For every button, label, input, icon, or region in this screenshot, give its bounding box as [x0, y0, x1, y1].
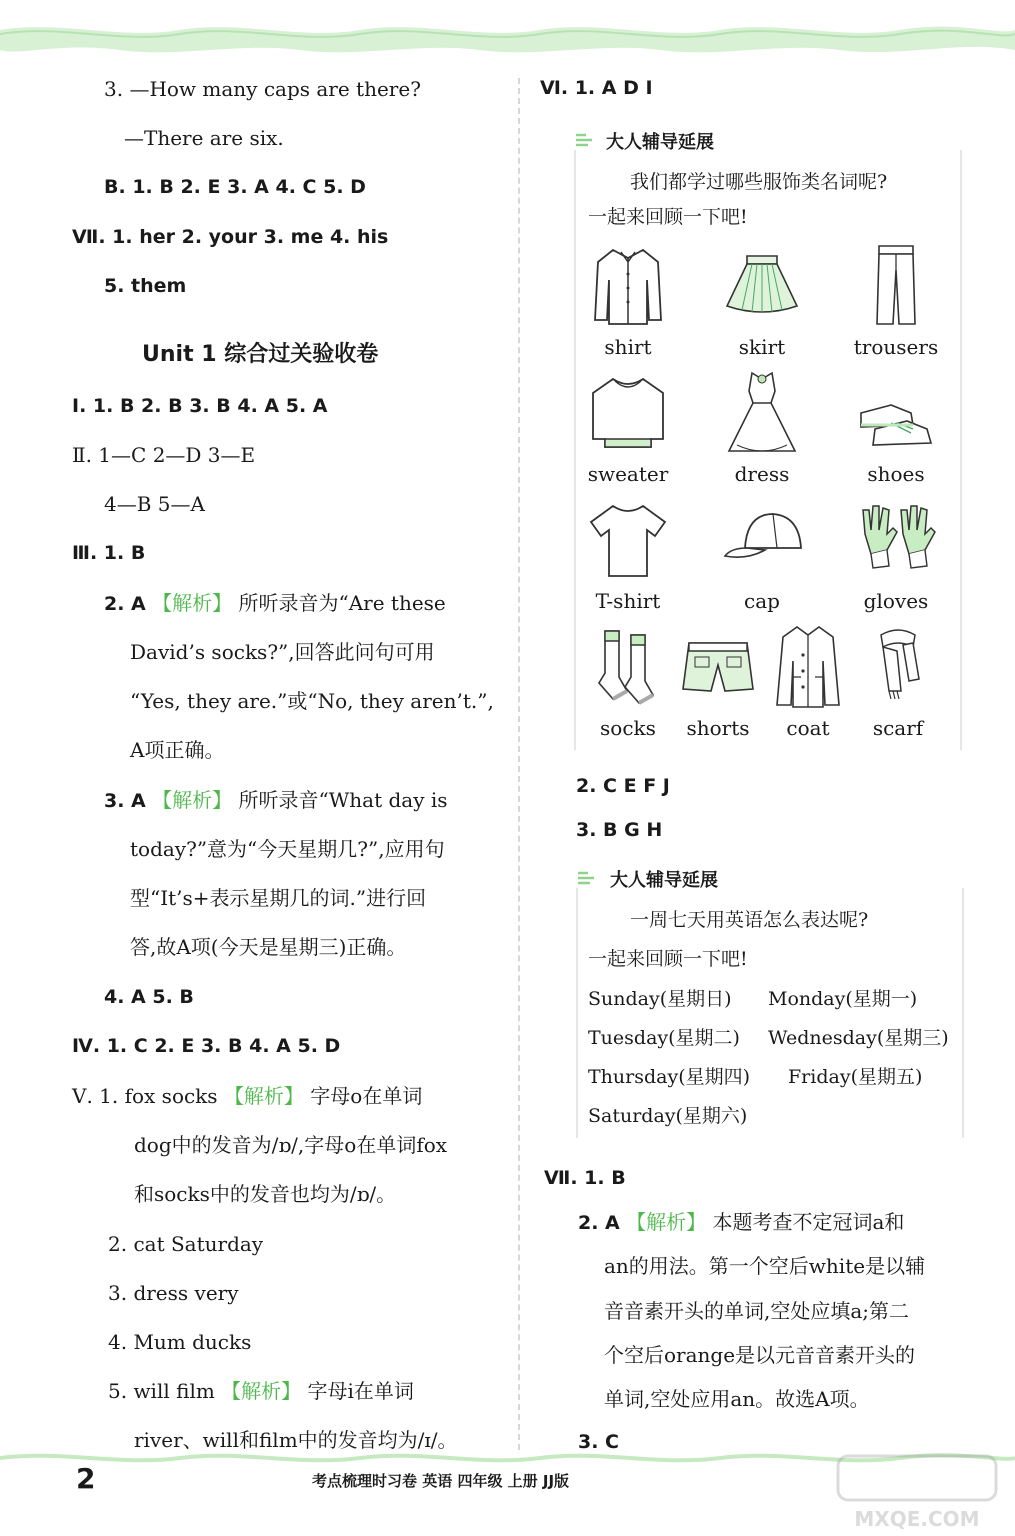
vii-2-line5: 单词,空处应用an。故选A项。: [604, 1387, 870, 1411]
top-decorative-band: [0, 0, 1015, 60]
tip-lines-icon: [574, 130, 596, 150]
analysis-text: 字母i在单词: [307, 1379, 414, 1403]
iii-3-line3: 型“It’s+表示星期几的词.”进行回: [130, 886, 427, 910]
analysis-text: 字母o在单词: [310, 1084, 423, 1108]
weekday-thursday: Thursday(星期四): [588, 1066, 751, 1088]
vii-2-line1: [578, 1208, 904, 1237]
v-1-line3: 和socks中的发音也均为/ɒ/。: [134, 1182, 397, 1206]
analysis-text: 本题考查不定冠词a和: [712, 1210, 905, 1234]
vii-2-line4: 个空后orange是以元音音素开头的: [604, 1343, 916, 1367]
clothing-item: [558, 240, 698, 360]
clothing-item: [558, 367, 698, 487]
tip-text-1: 我们都学过哪些服饰类名词呢?: [630, 171, 888, 193]
clothing-label: shoes: [867, 462, 925, 486]
section-vi-answers: Ⅵ. 1. A D I: [540, 77, 653, 99]
analysis-text: 所听录音“What day is: [238, 788, 448, 812]
v-2-answer: 2. cat Saturday: [108, 1232, 264, 1256]
weekday-friday: Friday(星期五): [788, 1066, 923, 1088]
section-i-answers: Ⅰ. 1. B 2. B 3. B 4. A 5. A: [72, 395, 328, 417]
v-3-answer: 3. dress very: [108, 1281, 239, 1305]
iii-3-line2: today?”意为“今天星期几?”,应用句: [130, 837, 445, 861]
clothing-label: shorts: [686, 716, 750, 740]
section-ii-line1: Ⅱ. 1—C 2—D 3—E: [72, 443, 256, 467]
clothing-label: sweater: [587, 462, 669, 486]
clothing-item: [692, 494, 832, 614]
analysis-tag: 【解析】: [223, 1084, 304, 1108]
iii-4-5-answers: 4. A 5. B: [104, 986, 194, 1008]
clothing-label: coat: [786, 716, 830, 740]
column-divider: [518, 78, 520, 1450]
clothing-label: dress: [734, 462, 790, 486]
iii-2-line4: A项正确。: [130, 738, 225, 762]
q3-line1: 3. —How many caps are there?: [104, 77, 421, 101]
clothing-label: cap: [744, 589, 780, 613]
page-number: 2: [76, 1462, 96, 1495]
dress-icon: [717, 367, 807, 457]
t-shirt-icon: [583, 494, 673, 584]
weekday-saturday: Saturday(星期六): [588, 1105, 748, 1127]
answer-label: 5. will film: [108, 1379, 215, 1403]
analysis-tag: 【解析】: [152, 591, 233, 615]
analysis-text: 所听录音为“Are these: [238, 591, 446, 615]
clothing-label: socks: [600, 716, 656, 740]
q3-line2: —There are six.: [124, 126, 284, 150]
section-iii-answer-1: Ⅲ. 1. B: [72, 542, 146, 564]
iii-3-line4: 答,故A项(今天是星期三)正确。: [130, 935, 407, 959]
section-ii-line2: 4—B 5—A: [104, 492, 205, 516]
analysis-tag: 【解析】: [152, 788, 233, 812]
section-vii-answers: Ⅶ. 1. her 2. your 3. me 4. his: [72, 226, 389, 248]
skirt-icon: [717, 240, 807, 330]
watermark-logo: [832, 1452, 1002, 1532]
v-1-line1: [72, 1082, 422, 1110]
clothing-item: [692, 367, 832, 487]
clothing-item: [692, 240, 832, 360]
cap-icon: [717, 494, 807, 584]
shirt-icon: [583, 240, 673, 330]
clothing-label: trousers: [853, 335, 939, 359]
gloves-icon: [851, 494, 941, 584]
iii-2-line3: “Yes, they are.”或“No, they aren’t.”,: [130, 689, 494, 713]
clothing-item: [826, 240, 966, 360]
sweater-icon: [583, 367, 673, 457]
clothing-item: [828, 621, 968, 741]
footer-text: 考点梳理时习卷 英语 四年级 上册 JJ版: [312, 1472, 570, 1490]
vii-3-answer: 3. C: [578, 1431, 619, 1453]
tip-title: 大人辅导延展: [610, 870, 718, 891]
analysis-tag: 【解析】: [626, 1210, 707, 1234]
scarf-icon: [853, 621, 943, 711]
clothing-label: T-shirt: [595, 589, 661, 613]
tip-text-2: 一起来回顾一下吧!: [588, 206, 748, 228]
clothing-label: shirt: [604, 335, 652, 359]
answer-label: 2. A: [578, 1212, 620, 1234]
section-vii-answer-1: Ⅶ. 1. B: [544, 1167, 626, 1189]
weekday-sunday: Sunday(星期日): [588, 988, 732, 1010]
iii-3-line1: [104, 786, 448, 815]
v-1-line2: dog中的发音为/ɒ/,字母o在单词fox: [134, 1133, 448, 1157]
trousers-icon: [851, 240, 941, 330]
v-5-line1: [108, 1377, 414, 1405]
clothing-item: [826, 494, 966, 614]
weekday-tuesday: Tuesday(星期二): [588, 1027, 740, 1049]
svg-text:MXQE.COM: MXQE.COM: [854, 1507, 980, 1531]
iii-2-line1: [104, 589, 446, 618]
unit-title: Unit 1 综合过关验收卷: [142, 342, 379, 367]
vi-2-answers: 2. C E F J: [576, 775, 670, 797]
tip2-text-1: 一周七天用英语怎么表达呢?: [630, 909, 869, 931]
clothing-item: [826, 367, 966, 487]
weekday-monday: Monday(星期一): [768, 988, 918, 1010]
iii-2-line2: David’s socks?”,回答此问句可用: [130, 640, 435, 664]
tip2-text-2: 一起来回顾一下吧!: [588, 948, 748, 970]
tip-title: 大人辅导延展: [606, 132, 714, 153]
vii-2-line2: an的用法。第一个空后white是以辅: [604, 1254, 926, 1278]
section-vii-answer-5: 5. them: [104, 275, 187, 297]
vi-3-answers: 3. B G H: [576, 819, 663, 841]
section-b-answers: B. 1. B 2. E 3. A 4. C 5. D: [104, 176, 366, 198]
answer-label: 3. A: [104, 790, 146, 812]
clothing-item: [558, 494, 698, 614]
section-iv-answers: Ⅳ. 1. C 2. E 3. B 4. A 5. D: [72, 1035, 341, 1057]
answer-label: 2. A: [104, 593, 146, 615]
answer-label: Ⅴ. 1. fox socks: [72, 1084, 218, 1108]
shoes-icon: [851, 367, 941, 457]
v-4-answer: 4. Mum ducks: [108, 1330, 252, 1354]
weekday-wednesday: Wednesday(星期三): [768, 1027, 949, 1049]
clothing-label: skirt: [738, 335, 786, 359]
clothing-label: scarf: [872, 716, 924, 740]
vii-2-line3: 音音素开头的单词,空处应填a;第二: [604, 1299, 910, 1323]
v-5-line2: river、will和film中的发音均为/ɪ/。: [134, 1428, 458, 1452]
analysis-tag: 【解析】: [221, 1379, 302, 1403]
clothing-label: gloves: [863, 589, 929, 613]
tip-lines-icon: [576, 868, 598, 888]
